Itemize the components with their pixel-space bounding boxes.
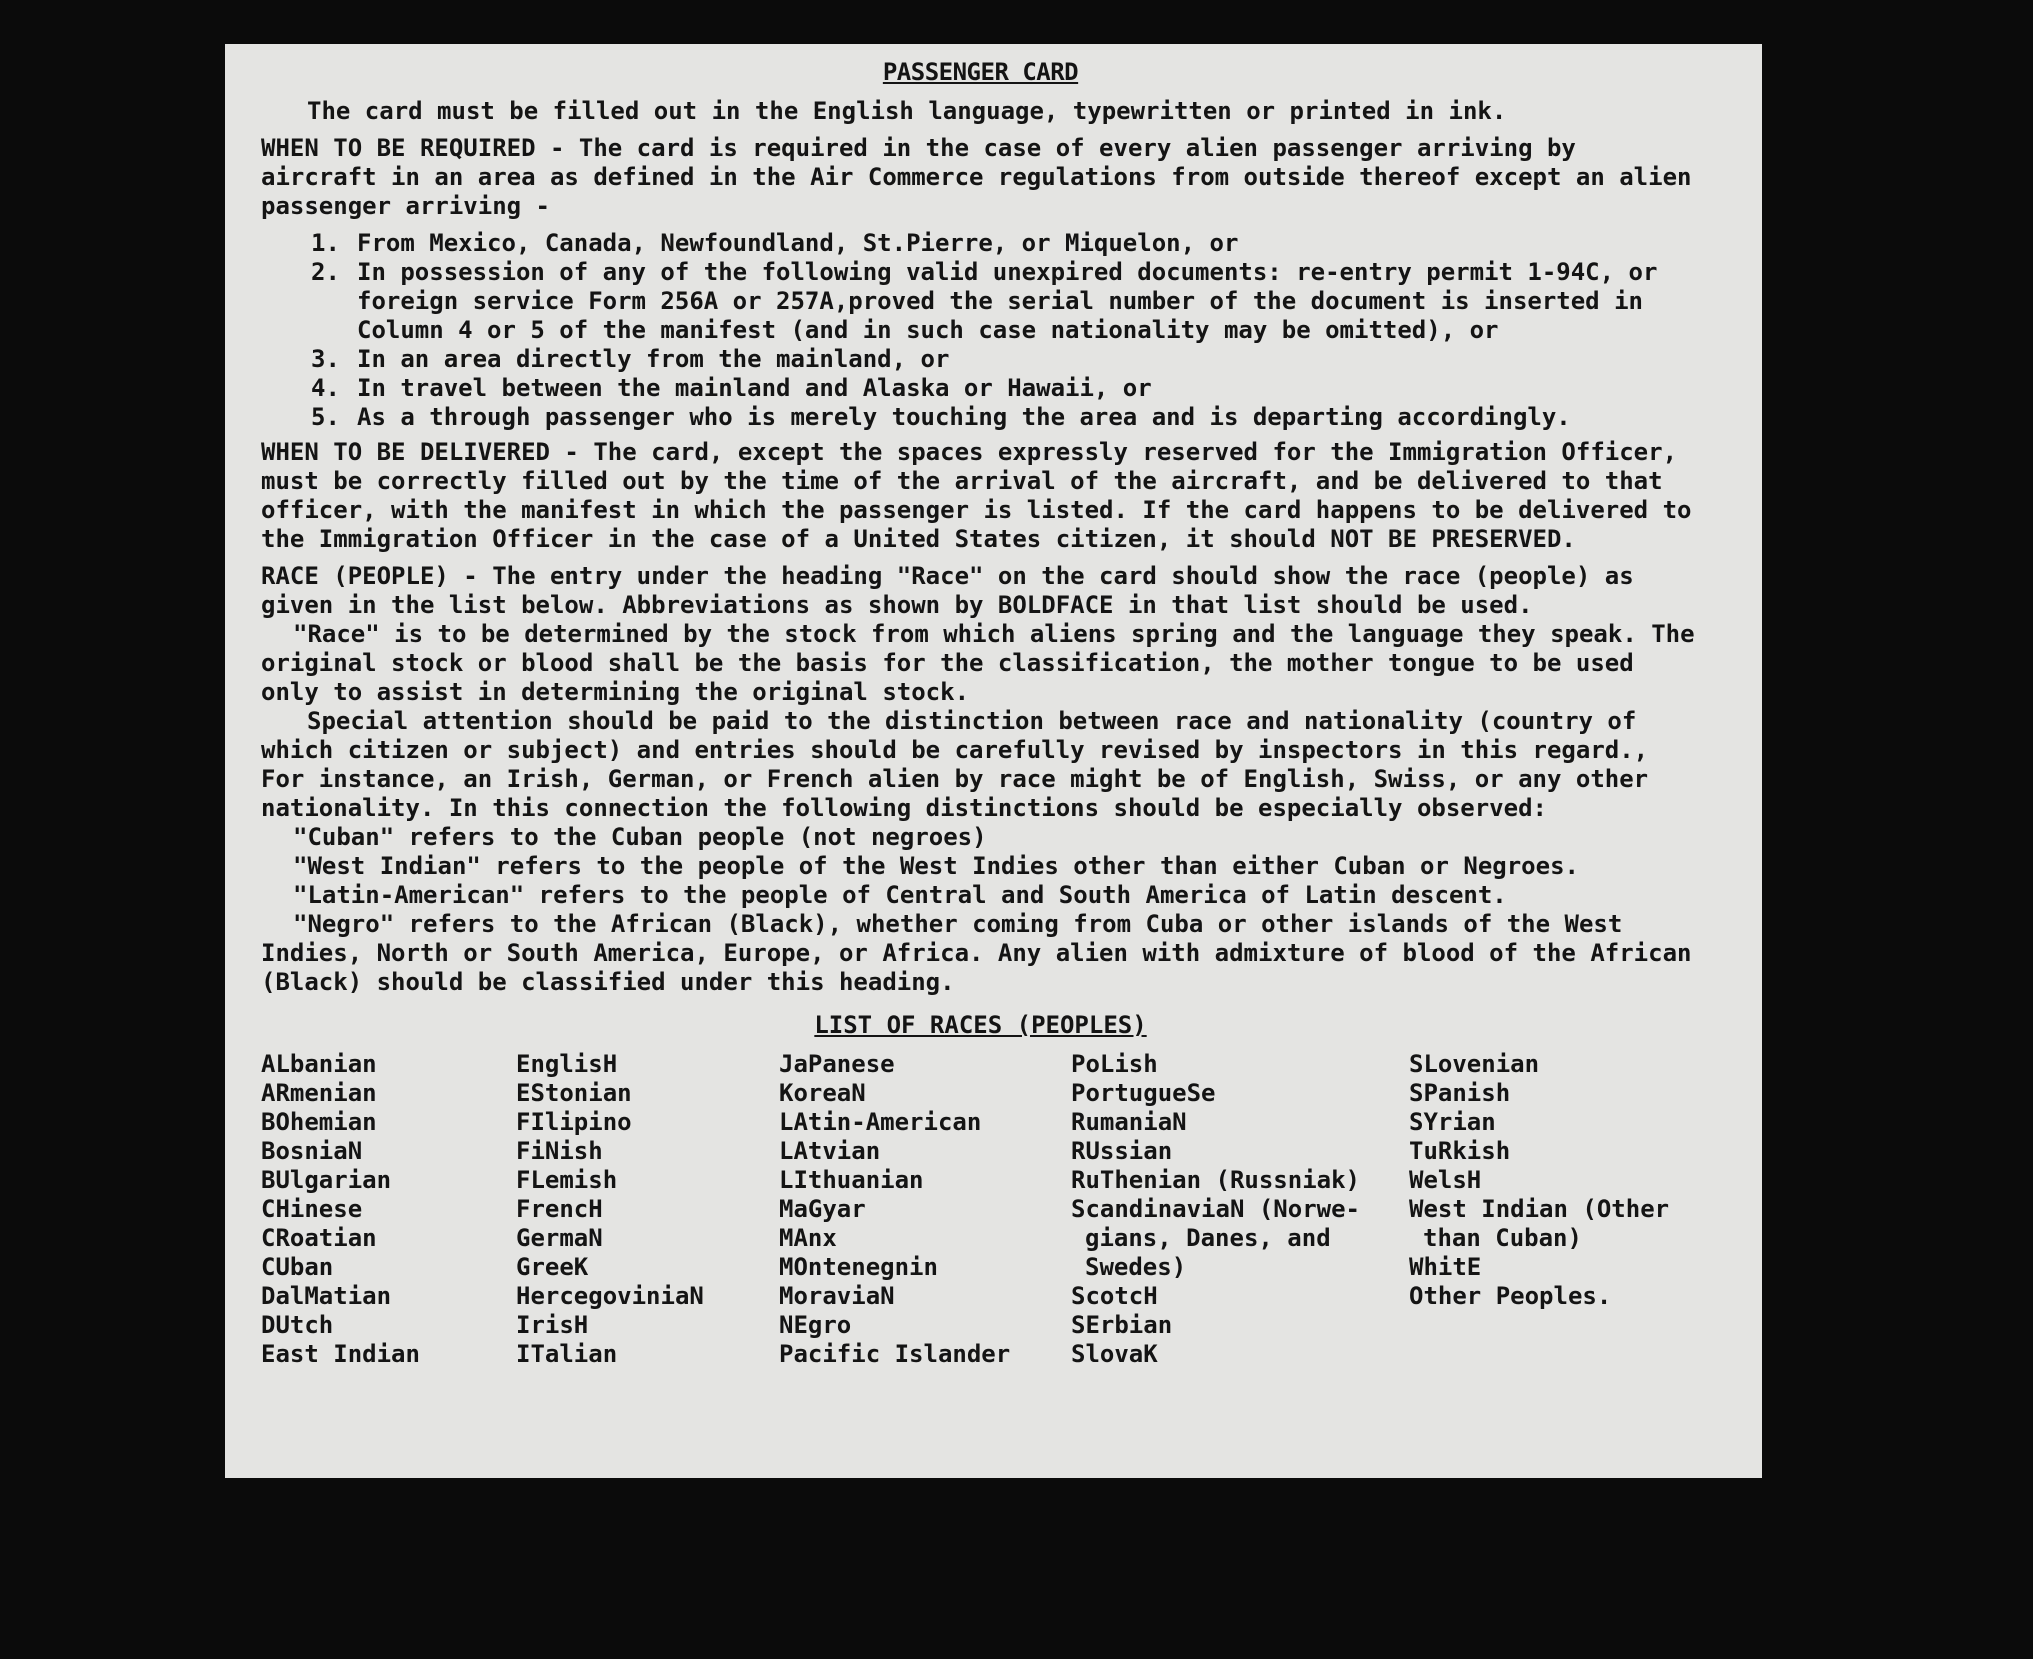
race-entry: MOntenegnin bbox=[779, 1253, 938, 1281]
race-entry: LIthuanian bbox=[779, 1166, 924, 1194]
race-entry: RuThenian (Russniak) bbox=[1071, 1166, 1360, 1194]
race-entry: BUlgarian bbox=[261, 1166, 392, 1194]
race-entry: Other Peoples. bbox=[1409, 1282, 1612, 1310]
definition-negro: "Negro" refers to the African (Black), whether coming from Cuba or other islands of the West Indies, North or South America, Europe, or Africa. Any alien with admixture of blood of the African (Black) should be classified under this heading. bbox=[261, 910, 1692, 996]
race-entry: SErbian bbox=[1071, 1311, 1173, 1339]
races-column-2 bbox=[516, 1050, 779, 1369]
race-paragraph-2: "Race" is to be determined by the stock from which aliens spring and the language they speak. The original stock or blood shall be the basis for the classification, the mother tongue to be used only to assist in determining the original stock. bbox=[261, 620, 1695, 706]
race-entry: JaPanese bbox=[779, 1050, 895, 1078]
races-column-4 bbox=[1071, 1050, 1409, 1369]
races-column-3 bbox=[779, 1050, 1071, 1369]
when-required-paragraph: WHEN TO BE REQUIRED - The card is required in the case of every alien passenger arriving by aircraft in an area as defined in the Air Commerce regulations from outside thereof except an alien passenger arriving - bbox=[261, 134, 1692, 220]
race-entry: LAtin-American bbox=[779, 1108, 982, 1136]
race-entry: NEgro bbox=[779, 1311, 852, 1339]
race-entry: West Indian (Other bbox=[1409, 1195, 1670, 1223]
race-entry: HercegoviniaN bbox=[516, 1282, 704, 1310]
races-column-1 bbox=[261, 1050, 516, 1369]
race-entry: RumaniaN bbox=[1071, 1108, 1187, 1136]
race-entry: ARmenian bbox=[261, 1079, 377, 1107]
exceptions-list bbox=[261, 229, 1700, 432]
passenger-card-page bbox=[225, 44, 1762, 1478]
races-column-5 bbox=[1409, 1050, 1689, 1369]
race-entry: CRoatian bbox=[261, 1224, 377, 1252]
race-entry: ITalian bbox=[516, 1340, 618, 1368]
race-entry: ALbanian bbox=[261, 1050, 377, 1078]
page-title: PASSENGER CARD bbox=[882, 58, 1079, 86]
race-entry: MaGyar bbox=[779, 1195, 866, 1223]
race-entry: EnglisH bbox=[516, 1050, 618, 1078]
race-paragraph-3: Special attention should be paid to the distinction between race and nationality (country of which citizen or subject) and entries should be carefully revised by inspectors in this regard., For instance, an Irish, German, or French alien by race might be of English, Swiss, or any other nationality. In this connection the following distinctions should be especially observed: bbox=[261, 707, 1649, 822]
race-entry: WhitE bbox=[1409, 1253, 1482, 1281]
race-entry: MAnx bbox=[779, 1224, 837, 1252]
race-entry: GreeK bbox=[516, 1253, 589, 1281]
list-item: 3. In an area directly from the mainland, or bbox=[311, 345, 950, 373]
race-entry: IrisH bbox=[516, 1311, 589, 1339]
race-entry: ScandinaviaN (Norwe- bbox=[1071, 1195, 1360, 1223]
race-entry: DalMatian bbox=[261, 1282, 392, 1310]
race-entry: FLemish bbox=[516, 1166, 618, 1194]
race-entry: gians, Danes, and bbox=[1085, 1224, 1331, 1252]
races-table bbox=[261, 1050, 1700, 1369]
race-entry: RUssian bbox=[1071, 1137, 1173, 1165]
race-entry: BOhemian bbox=[261, 1108, 377, 1136]
race-entry: SPanish bbox=[1409, 1079, 1511, 1107]
list-item: 4. In travel between the mainland and Alaska or Hawaii, or bbox=[311, 374, 1152, 402]
when-delivered-paragraph: WHEN TO BE DELIVERED - The card, except the spaces expressly reserved for the Immigration Officer, must be correctly filled out by the time of the arrival of the aircraft, and be delivered to that officer, with the manifest in which the passenger is listed. If the card happens to be delivered to the Immigration Officer in the case of a United States citizen, it should NOT BE PRESERVED. bbox=[261, 438, 1692, 553]
race-entry: Pacific Islander bbox=[779, 1340, 1011, 1368]
race-entry: KoreaN bbox=[779, 1079, 866, 1107]
race-entry: East Indian bbox=[261, 1340, 420, 1368]
race-entry: PortugueSe bbox=[1071, 1079, 1216, 1107]
race-entry: MoraviaN bbox=[779, 1282, 895, 1310]
race-entry: LAtvian bbox=[779, 1137, 881, 1165]
intro-text: The card must be filled out in the English language, typewritten or printed in ink. bbox=[307, 97, 1507, 125]
list-item: 5. As a through passenger who is merely touching the area and is departing accordingly. bbox=[311, 403, 1571, 431]
list-of-races-title: LIST OF RACES (PEOPLES) bbox=[814, 1011, 1147, 1039]
race-entry: than Cuban) bbox=[1423, 1224, 1582, 1252]
race-entry: FIlipino bbox=[516, 1108, 632, 1136]
race-entry: ScotcH bbox=[1071, 1282, 1158, 1310]
race-entry: CUban bbox=[261, 1253, 334, 1281]
definition-latin-american: "Latin-American" refers to the people of Central and South America of Latin descent. bbox=[293, 881, 1507, 909]
race-entry: FrencH bbox=[516, 1195, 603, 1223]
race-definitions bbox=[261, 823, 1700, 997]
race-entry: DUtch bbox=[261, 1311, 334, 1339]
race-entry: BosniaN bbox=[261, 1137, 363, 1165]
race-entry: SLovenian bbox=[1409, 1050, 1540, 1078]
race-entry: GermaN bbox=[516, 1224, 603, 1252]
race-entry: SYrian bbox=[1409, 1108, 1496, 1136]
race-entry: SlovaK bbox=[1071, 1340, 1158, 1368]
race-entry: FiNish bbox=[516, 1137, 603, 1165]
race-paragraph-1: RACE (PEOPLE) - The entry under the heading "Race" on the card should show the race (people) as given in the list below. Abbreviations as shown by BOLDFACE in that list should be used. bbox=[261, 562, 1634, 619]
list-item: 1. From Mexico, Canada, Newfoundland, St.Pierre, or Miquelon, or bbox=[311, 229, 1239, 257]
race-entry: TuRkish bbox=[1409, 1137, 1511, 1165]
definition-west-indian: "West Indian" refers to the people of the West Indies other than either Cuban or Negroes. bbox=[293, 852, 1579, 880]
definition-cuban: "Cuban" refers to the Cuban people (not negroes) bbox=[293, 823, 987, 851]
list-item: 2. In possession of any of the following valid unexpired documents: re-entry permit 1-94C, or foreign service Form 256A or 257A,proved the serial number of the document is inserted in Column 4 or 5 of the manifest (and in such case nationality may be omitted), or bbox=[311, 258, 1658, 344]
race-entry: WelsH bbox=[1409, 1166, 1482, 1194]
race-entry: PoLish bbox=[1071, 1050, 1158, 1078]
race-entry: EStonian bbox=[516, 1079, 632, 1107]
race-entry: CHinese bbox=[261, 1195, 363, 1223]
race-entry: Swedes) bbox=[1085, 1253, 1187, 1281]
